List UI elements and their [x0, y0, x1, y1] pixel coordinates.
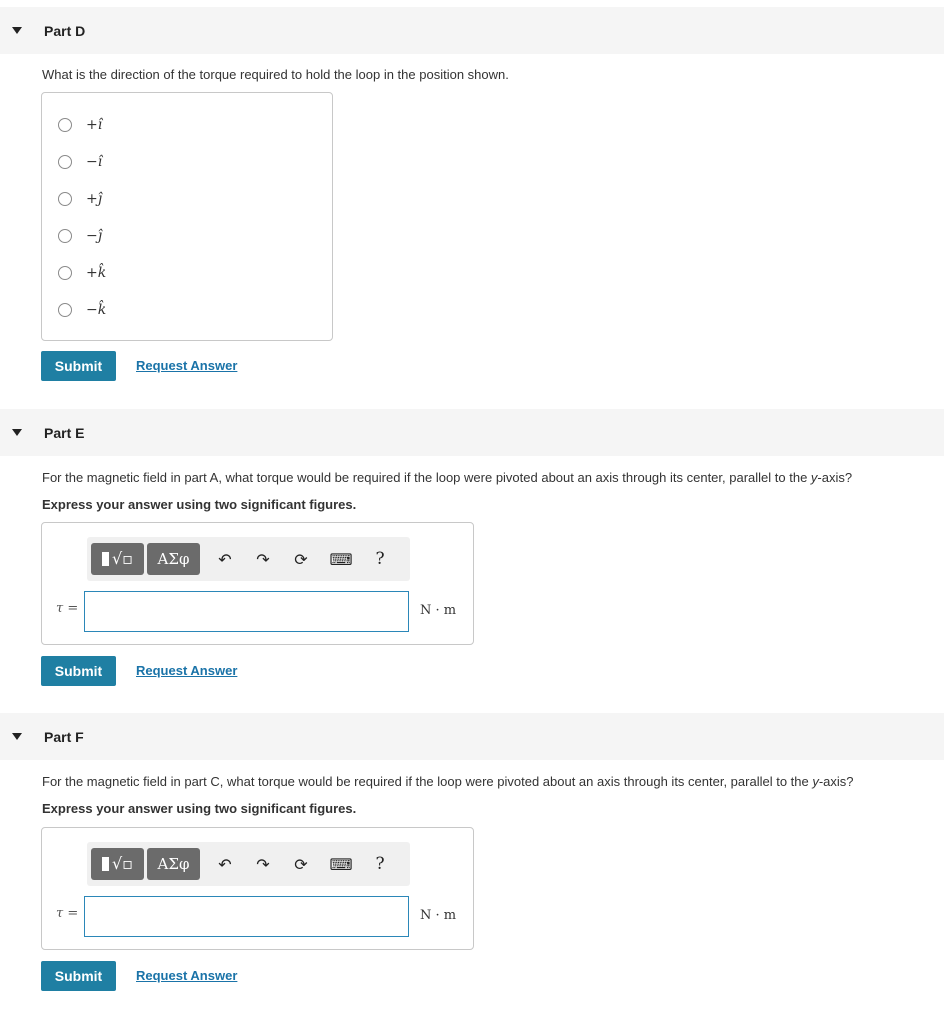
- redo-icon[interactable]: ↷: [256, 549, 270, 569]
- math-toolbar: [87, 537, 410, 581]
- submit-button[interactable]: Submit: [41, 961, 116, 991]
- math-toolbar: [87, 842, 410, 886]
- request-answer-link[interactable]: Request Answer: [136, 358, 238, 373]
- sqrt-icon: √▫: [111, 854, 134, 873]
- templates-icon: [102, 857, 109, 871]
- templates-button[interactable]: [91, 848, 144, 880]
- choice-plus-j[interactable]: [58, 189, 102, 209]
- choice-label: −k̂: [86, 302, 107, 318]
- choice-minus-j[interactable]: [58, 226, 102, 246]
- variable-label: τ =: [56, 601, 79, 616]
- radio-button[interactable]: [58, 155, 72, 169]
- choice-minus-i[interactable]: [58, 152, 102, 172]
- submit-button[interactable]: Submit: [41, 351, 116, 381]
- greek-symbols-button[interactable]: ΑΣφ: [147, 848, 200, 880]
- request-answer-link[interactable]: Request Answer: [136, 663, 238, 678]
- collapse-caret-icon[interactable]: [12, 733, 22, 740]
- question-prompt: What is the direction of the torque required to hold the loop in the position shown.: [42, 67, 509, 82]
- reset-icon[interactable]: ⟳: [294, 549, 308, 569]
- templates-button[interactable]: [91, 543, 144, 575]
- choice-label: −î: [86, 154, 103, 170]
- answer-instruction: Express your answer using two significant figures.: [42, 497, 357, 512]
- part-title: Part D: [44, 22, 86, 39]
- help-icon[interactable]: ?: [375, 549, 385, 569]
- templates-icon: [102, 552, 109, 566]
- choice-label: +î: [86, 117, 103, 133]
- keyboard-icon[interactable]: ⌨: [329, 549, 353, 569]
- undo-icon[interactable]: ↶: [218, 854, 232, 874]
- answer-input[interactable]: [84, 591, 409, 632]
- answer-entry-box: [41, 827, 474, 950]
- radio-button[interactable]: [58, 229, 72, 243]
- part-title: Part F: [44, 728, 84, 745]
- part-d-header[interactable]: [0, 7, 944, 54]
- unit-label: N · m: [420, 908, 457, 923]
- variable-label: τ =: [56, 906, 79, 921]
- radio-button[interactable]: [58, 118, 72, 132]
- collapse-caret-icon[interactable]: [12, 27, 22, 34]
- question-prompt: For the magnetic field in part A, what torque would be required if the loop were pivoted about an axis through its center, parallel to the y-axis?: [42, 470, 853, 485]
- radio-button[interactable]: [58, 266, 72, 280]
- choice-label: +k̂: [86, 265, 107, 281]
- question-prompt: For the magnetic field in part C, what torque would be required if the loop were pivoted about an axis through its center, parallel to the y-axis?: [42, 774, 854, 789]
- sqrt-icon: √▫: [111, 549, 134, 568]
- keyboard-icon[interactable]: ⌨: [329, 854, 353, 874]
- part-f-header[interactable]: [0, 713, 944, 760]
- radio-button[interactable]: [58, 192, 72, 206]
- help-icon[interactable]: ?: [375, 854, 385, 874]
- unit-label: N · m: [420, 603, 457, 618]
- undo-icon[interactable]: ↶: [218, 549, 232, 569]
- part-e-header[interactable]: [0, 409, 944, 456]
- redo-icon[interactable]: ↷: [256, 854, 270, 874]
- answer-input[interactable]: [84, 896, 409, 937]
- choice-plus-k[interactable]: [58, 263, 106, 283]
- answer-choices: [41, 92, 333, 341]
- choice-label: +ĵ: [86, 191, 103, 207]
- choice-plus-i[interactable]: [58, 115, 102, 135]
- request-answer-link[interactable]: Request Answer: [136, 968, 238, 983]
- greek-symbols-button[interactable]: ΑΣφ: [147, 543, 200, 575]
- radio-button[interactable]: [58, 303, 72, 317]
- part-title: Part E: [44, 424, 85, 441]
- answer-instruction: Express your answer using two significant figures.: [42, 801, 357, 816]
- reset-icon[interactable]: ⟳: [294, 854, 308, 874]
- choice-minus-k[interactable]: [58, 300, 106, 320]
- submit-button[interactable]: Submit: [41, 656, 116, 686]
- collapse-caret-icon[interactable]: [12, 429, 22, 436]
- choice-label: −ĵ: [86, 228, 103, 244]
- answer-entry-box: [41, 522, 474, 645]
